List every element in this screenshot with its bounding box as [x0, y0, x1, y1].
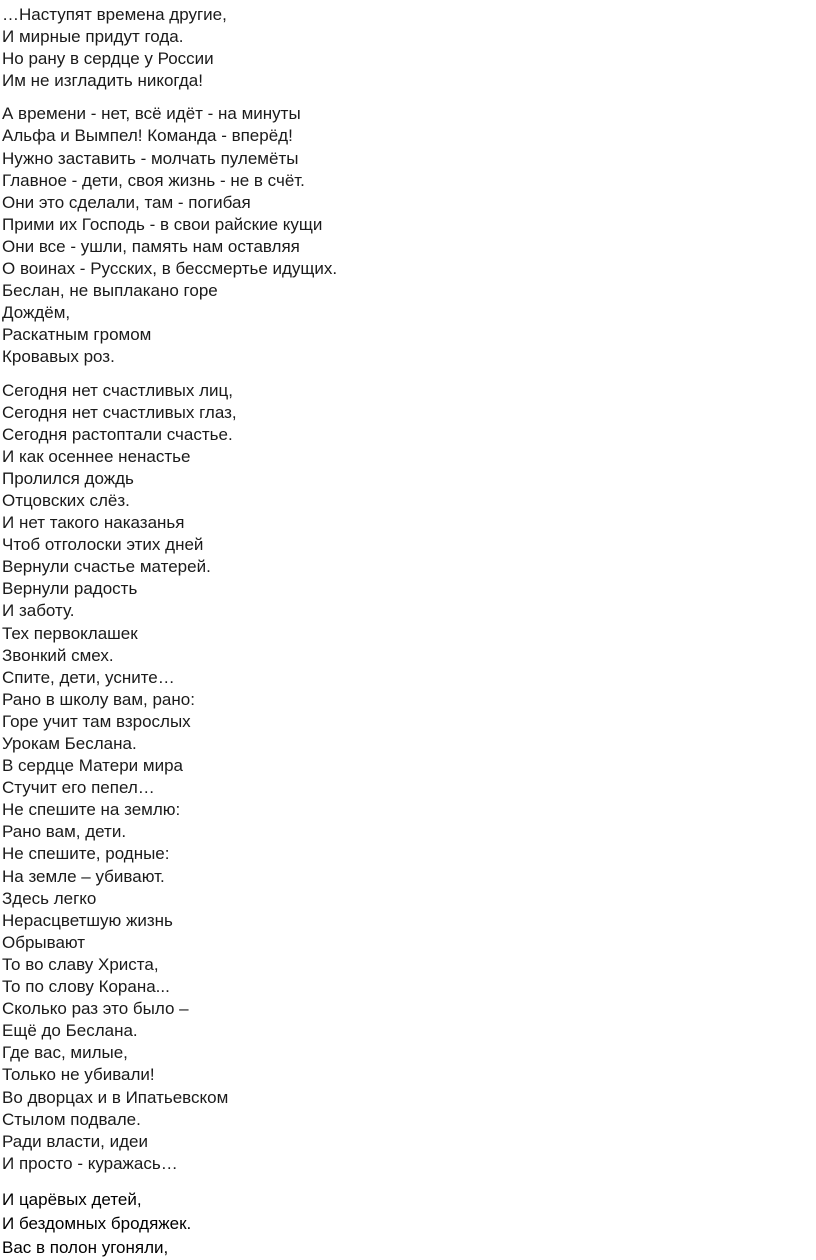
poem-line: Главное - дети, своя жизнь - не в счёт. — [2, 170, 305, 190]
stanza-4 — [2, 1188, 816, 1260]
poem-line: Сегодня нет счастливых лиц, — [2, 380, 233, 400]
poem-line: Им не изгладить никогда! — [2, 71, 203, 91]
poem-line: Вернули счастье матерей. — [2, 557, 211, 577]
poem-line: Урокам Беслана. — [2, 734, 137, 753]
poem-line: Альфа и Вымпел! Команда - вперёд! — [2, 126, 293, 146]
poem-line: Дождём, — [2, 303, 71, 323]
poem-line: Ради власти, идеи — [2, 1131, 148, 1151]
poem-line: И бездомных бродяжек. — [2, 1213, 192, 1233]
poem-line: Но рану в сердце у России — [2, 49, 214, 69]
poem-line: Нерасцветшую жизнь — [2, 910, 173, 930]
poem-line: Нужно заставить - молчать пулемёты — [2, 148, 299, 168]
poem-line: То во славу Христа, — [2, 954, 159, 974]
poem-line: Сегодня нет счастливых глаз, — [2, 402, 237, 422]
poem-line: Рано в школу вам, рано: — [2, 689, 195, 709]
poem-line: Ещё до Беслана. — [2, 1021, 138, 1041]
poem-line: Здесь легко — [2, 888, 97, 908]
poem-line: И просто - куражась… — [2, 1153, 178, 1173]
poem-line: В сердце Матери мира — [2, 756, 183, 776]
poem-line: Раскатным громом — [2, 325, 152, 345]
poem-line: Спите, дети, усните… — [2, 667, 175, 687]
poem-line: Не спешите, родные: — [2, 844, 170, 864]
poem-line: Во дворцах и в Ипатьевском — [2, 1087, 229, 1107]
poem-line: Не спешите на землю: — [2, 800, 181, 820]
poem-line: На земле – убивают. — [2, 866, 165, 886]
poem-line: Вернули радость — [2, 579, 138, 599]
poem-line: И царёвых детей, — [2, 1189, 142, 1209]
poem-line: Только не убивали! — [2, 1065, 155, 1085]
poem-line: Пролился дождь — [2, 468, 134, 488]
poem-line: Стучит его пепел… — [2, 778, 155, 798]
poem-line: Они все - ушли, память нам оставляя — [2, 236, 300, 256]
poem-line: Они это сделали, там - погибая — [2, 192, 251, 212]
poem-line: Где вас, милые, — [2, 1043, 128, 1063]
poem-line: Сегодня растоптали счастье. — [2, 424, 233, 444]
poem-line: И как осеннее ненастье — [2, 446, 191, 466]
poem-line: А времени - нет, всё идёт - на минуты — [2, 104, 301, 124]
poem-line: Беслан, не выплакано горе — [2, 281, 218, 301]
stanza-3 — [2, 380, 816, 1175]
poem-line: Звонкий смех. — [2, 645, 114, 665]
poem-line: Отцовских слёз. — [2, 490, 130, 510]
poem-line: Кровавых роз. — [2, 347, 115, 367]
poem-line: Обрывают — [2, 932, 86, 952]
poem-line: Стылом подвале. — [2, 1109, 141, 1129]
stanza-2 — [2, 103, 816, 368]
poem-line: То по слову Корана... — [2, 977, 170, 997]
poem-line: И заботу. — [2, 601, 75, 621]
poem-line: О воинах - Русских, в бессмертье идущих. — [2, 259, 338, 279]
poem-line: И нет такого наказанья — [2, 513, 185, 533]
poem-line: Тех первоклашек — [2, 623, 138, 643]
poem-line: Сколько раз это было – — [2, 999, 189, 1019]
poem-line: Прими их Господь - в свои райские кущи — [2, 214, 323, 234]
poem-line: Вас в полон угоняли, — [2, 1237, 169, 1257]
poem-line: Горе учит там взрослых — [2, 711, 191, 731]
poem-line: …Наступят времена другие, — [2, 5, 227, 24]
stanza-1 — [2, 4, 816, 92]
poem-line: Рано вам, дети. — [2, 822, 127, 842]
poem-line: И мирные придут года. — [2, 27, 184, 47]
poem-line: Чтоб отголоски этих дней — [2, 535, 204, 555]
